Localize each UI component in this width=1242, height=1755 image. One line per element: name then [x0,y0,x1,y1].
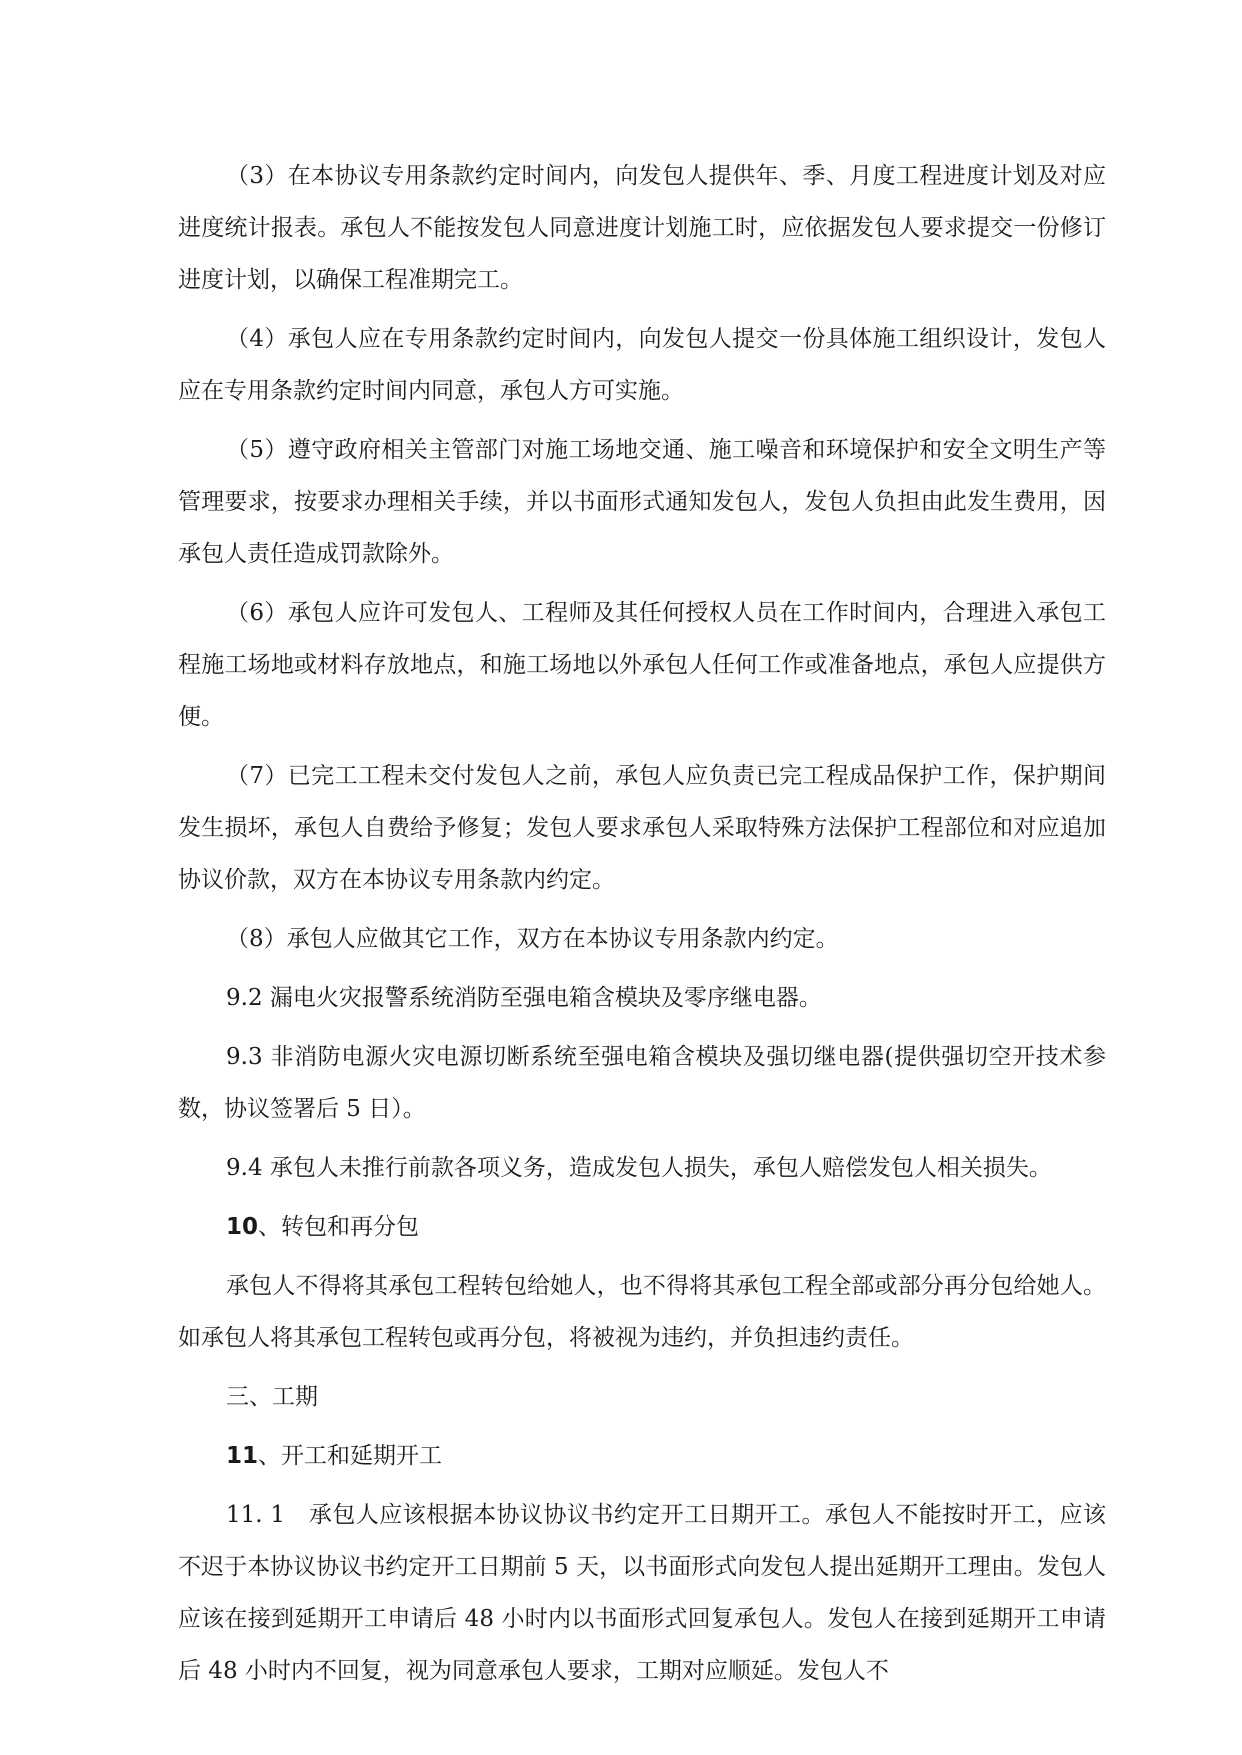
paragraph-item-7: （7）已完工工程未交付发包人之前，承包人应负责已完工程成品保护工作，保护期间发生损坏，承包人自费给予修复；发包人要求承包人采取特殊方法保护工程部位和对应追加协议价款，双方在本协议专用条款内约定。 [178,763,1106,893]
paragraph-item-8: （8）承包人应做其它工作，双方在本协议专用条款内约定。 [226,926,839,952]
section-10-number: 10 [226,1214,259,1240]
section-10-body: 承包人不得将其承包工程转包给她人，也不得将其承包工程全部或部分再分包给她人。如承包人将其承包工程转包或再分包，将被视为违约，并负担违约责任。 [178,1273,1106,1351]
document-page [178,150,1106,1704]
clause-9-2: 9.2 漏电火灾报警系统消防至强电箱含模块及零序继电器。 [226,985,822,1011]
paragraph-item-6: （6）承包人应许可发包人、工程师及其任何授权人员在工作时间内，合理进入承包工程施工场地或材料存放地点，和施工场地以外承包人任何工作或准备地点，承包人应提供方便。 [178,600,1106,730]
section-11-number: 11 [226,1443,259,1469]
section-10-heading [178,1201,1106,1253]
section-10-title: 、转包和再分包 [258,1214,420,1240]
paragraph-item-5: （5）遵守政府相关主管部门对施工场地交通、施工噪音和环境保护和安全文明生产等管理要求，按要求办理相关手续，并以书面形式通知发包人，发包人负担由此发生费用，因承包人责任造成罚款除外。 [178,437,1106,567]
section-11-title: 、开工和延期开工 [258,1443,443,1469]
paragraph-item-3: （3）在本协议专用条款约定时间内，向发包人提供年、季、月度工程进度计划及对应进度统计报表。承包人不能按发包人同意进度计划施工时，应依据发包人要求提交一份修订进度计划，以确保工程准期完工。 [178,163,1106,293]
paragraph-item-4: （4）承包人应在专用条款约定时间内，向发包人提交一份具体施工组织设计，发包人应在专用条款约定时间内同意，承包人方可实施。 [178,326,1106,404]
clause-9-3: 9.3 非消防电源火灾电源切断系统至强电箱含模块及强切继电器(提供强切空开技术参数，协议签署后 5 日）。 [178,1044,1106,1122]
clause-11-1: 11. 1 承包人应该根据本协议协议书约定开工日期开工。承包人不能按时开工，应该不迟于本协议协议书约定开工日期前 5 天，以书面形式向发包人提出延期开工理由。发包人应该在接到延期开工申请后 48 小时内以书面形式回复承包人。发包人在接到延期开工申请后 48 小时内不回复，视为同意承包人要求，工期对应顺延。发包人不 [178,1502,1106,1684]
section-11-heading [178,1430,1106,1482]
clause-9-4: 9.4 承包人未推行前款各项义务，造成发包人损失，承包人赔偿发包人相关损失。 [226,1155,1052,1181]
chapter-3-heading: 三、工期 [226,1384,318,1410]
